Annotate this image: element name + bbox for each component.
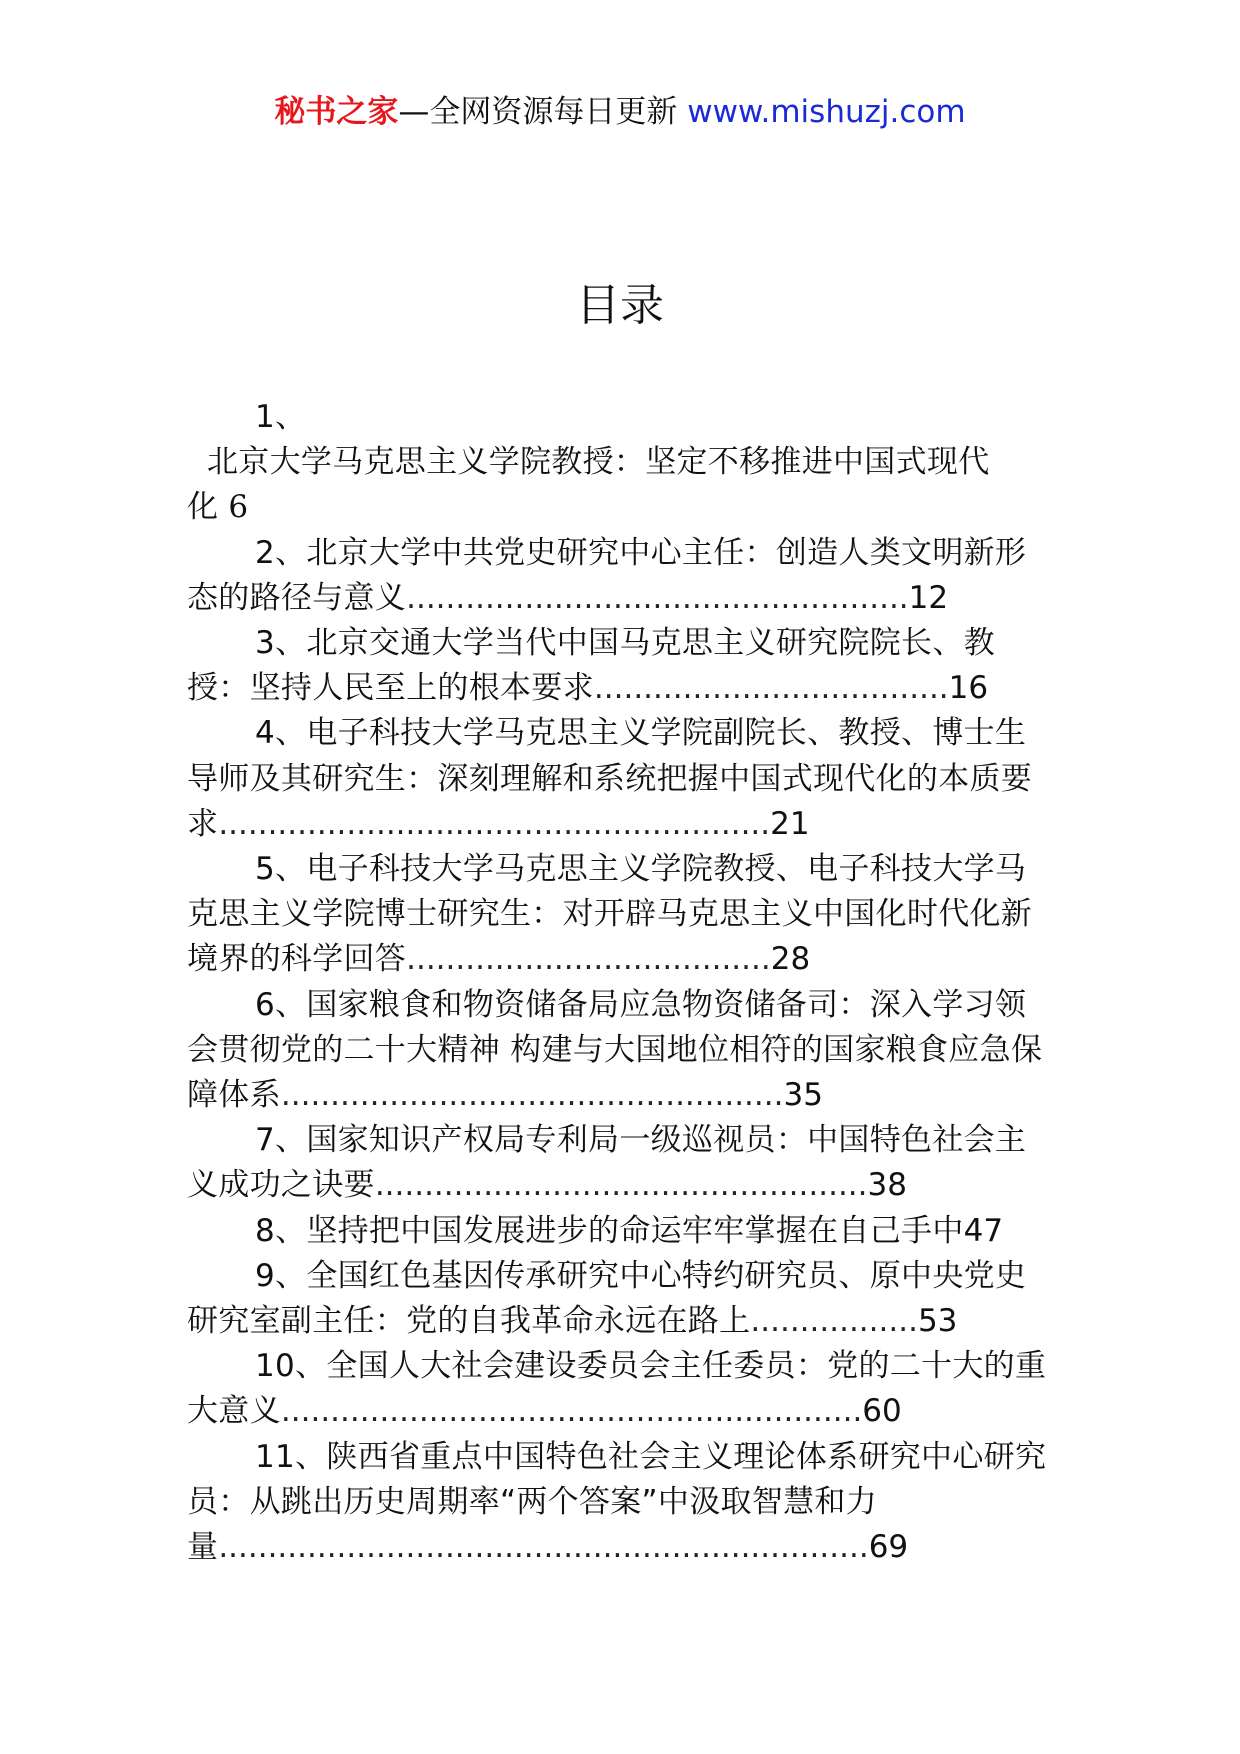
toc-entry-leader: ..................................... [406, 941, 771, 978]
toc-entry-leader: ................................................... [280, 1077, 784, 1114]
toc-entry[interactable] [187, 395, 1051, 531]
toc-entry[interactable] [187, 621, 1051, 711]
website-link[interactable]: www.mishuzj.com [687, 94, 966, 130]
toc-entry-page: 6 [228, 489, 249, 526]
toc-entry-number: 2、 [255, 534, 307, 571]
toc-entry-page: 35 [783, 1077, 823, 1114]
header-tagline: —全网资源每日更新 [398, 94, 678, 130]
toc-entry-page: 47 [963, 1212, 1004, 1249]
toc-entry-leader: ........................................................... [280, 1393, 863, 1430]
toc-entry[interactable] [187, 983, 1051, 1119]
toc-entry[interactable] [187, 1435, 1051, 1571]
toc-entry-number: 6、 [255, 986, 307, 1023]
toc-entry-text: 坚持把中国发展进步的命运牢牢掌握在自己手中 [306, 1212, 964, 1249]
toc-entry-text: 国家知识产权局专利局一级巡视员：中国特色社会主义成功之诀要 [187, 1122, 1027, 1204]
toc-entry-number: 10、 [255, 1348, 327, 1385]
toc-entry-number: 4、 [255, 715, 307, 752]
toc-entry-page: 28 [770, 941, 811, 978]
toc-entry-text: 北京大学马克思主义学院教授：坚定不移推进中国式现代 [207, 444, 990, 481]
toc-entry-number: 8、 [255, 1212, 307, 1249]
toc-entry-leader: .................................................................. [218, 1529, 869, 1566]
toc-entry-number: 9、 [255, 1257, 307, 1294]
toc-entry-page: 16 [948, 670, 989, 707]
toc-entry-page: 69 [868, 1529, 909, 1566]
brand-name: 秘书之家 [274, 94, 399, 130]
toc-entry-text-tail: 化 [187, 489, 219, 526]
toc-entry[interactable] [187, 1344, 1051, 1434]
toc-entry[interactable] [187, 1118, 1051, 1208]
toc-entry[interactable] [187, 711, 1051, 847]
toc-entry-leader: ................................................... [406, 579, 909, 616]
toc-entry-leader: ................. [750, 1303, 918, 1340]
toc-entry-number: 11、 [255, 1438, 327, 1475]
toc-entry-leader: .................................................. [374, 1167, 868, 1204]
toc-entry-text: 全国人大社会建设委员会主任委员：党的二十大的重大意义 [187, 1348, 1047, 1430]
toc-entry-text: 全国红色基因传承研究中心特约研究员、原中央党史研究室副主任：党的自我革命永远在路上 [187, 1257, 1027, 1340]
toc-entry-number: 1、 [255, 399, 307, 435]
toc-entry-number: 5、 [255, 851, 307, 888]
toc-entry-page: 53 [917, 1303, 958, 1340]
page-title: 目录 [576, 280, 664, 331]
toc-entry-leader: .................................... [593, 670, 949, 707]
toc-entry-text: 电子科技大学马克思主义学院教授、电子科技大学马克思主义学院博士研究生：对开辟马克思主义中国化时代化新境界的科学回答 [187, 851, 1033, 978]
toc-entry-number: 3、 [255, 625, 307, 662]
toc-entry-page: 60 [862, 1393, 902, 1430]
toc-entry-text: 国家粮食和物资储备局应急物资储备司：深入学习领会贯彻党的二十大精神 构建与大国地位相符的国家粮食应急保障体系 [187, 986, 1043, 1114]
toc-entry-leader: ........................................................ [218, 805, 771, 842]
toc-entry-page: 38 [867, 1167, 907, 1204]
toc-entry-text: 陕西省重点中国特色社会主义理论体系研究中心研究员：从跳出历史周期率“两个答案”中汲取智慧和力量 [187, 1438, 1047, 1566]
toc-entry[interactable] [187, 531, 1051, 621]
page-header [0, 92, 1240, 132]
table-of-contents [187, 395, 1051, 1570]
toc-entry-text: 电子科技大学马克思主义学院副院长、教授、博士生导师及其研究生：深刻理解和系统把握中国式现代化的本质要求 [187, 715, 1033, 842]
toc-entry-page: 12 [908, 579, 949, 616]
toc-entry-text: 北京交通大学当代中国马克思主义研究院院长、教授：坚持人民至上的根本要求 [187, 625, 995, 707]
toc-entry[interactable] [187, 847, 1051, 983]
toc-entry[interactable] [187, 1254, 1051, 1344]
toc-entry-page: 21 [770, 805, 810, 842]
toc-entry-text: 北京大学中共党史研究中心主任：创造人类文明新形态的路径与意义 [187, 534, 1027, 616]
toc-entry-number: 7、 [255, 1122, 307, 1159]
toc-entry[interactable] [187, 1209, 1051, 1254]
